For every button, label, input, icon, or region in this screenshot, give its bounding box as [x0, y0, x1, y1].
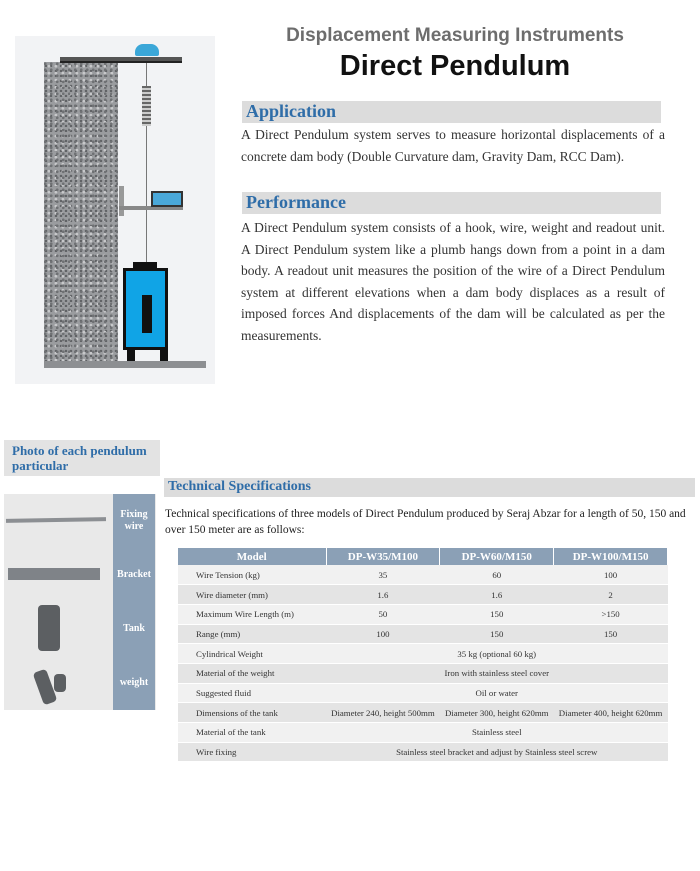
page-subtitle: Displacement Measuring Instruments [286, 25, 624, 46]
photo-heading-bar [4, 440, 160, 476]
cell: Diameter 240, height 500mm [326, 703, 440, 723]
col-model: Model [178, 548, 326, 565]
cell: >150 [554, 604, 668, 624]
photo-heading: Photo of each pendulum particular [12, 443, 147, 473]
spec-heading-bar [164, 478, 695, 497]
row-label: Wire Tension (kg) [178, 565, 326, 585]
table-row [178, 604, 668, 624]
spec-intro: Technical specifications of three models of Direct Pendulum produced by Seraj Abzar for a length of 50, 150 and over 150 meter are as follows: [165, 508, 686, 536]
hook-icon [135, 44, 159, 56]
cell: 60 [440, 565, 554, 585]
cell: 1.6 [440, 585, 554, 605]
merged-cell: 35 kg (optional 60 kg) [326, 644, 668, 664]
table-row [178, 565, 668, 585]
photo-label-weight: weight [113, 656, 155, 710]
cell: Diameter 400, height 620mm [554, 703, 668, 723]
table-row [178, 663, 668, 683]
cell: 50 [326, 604, 440, 624]
cell: 150 [440, 624, 554, 644]
merged-cell: Stainless steel [326, 723, 668, 743]
row-label: Wire diameter (mm) [178, 585, 326, 605]
weight-in-tank [142, 295, 152, 333]
cell: 35 [326, 565, 440, 585]
spec-heading: Technical Specifications [168, 479, 311, 494]
application-heading: Application [246, 101, 337, 121]
row-label: Maximum Wire Length (m) [178, 604, 326, 624]
floor [44, 361, 206, 368]
row-label: Cylindrical Weight [178, 644, 326, 664]
table-row [178, 624, 668, 644]
pendulum-tank [123, 268, 168, 350]
tank-leg [160, 349, 168, 361]
cell: 100 [554, 565, 668, 585]
tank-image [38, 605, 60, 651]
row-label: Suggested fluid [178, 683, 326, 703]
pendulum-diagram [15, 36, 215, 384]
cell: 100 [326, 624, 440, 644]
bracket-post [119, 186, 124, 216]
cell: Diameter 300, height 620mm [440, 703, 554, 723]
dam-wall [44, 62, 118, 362]
performance-heading-bar [242, 192, 661, 214]
col-model-3: DP-W100/M150 [554, 548, 668, 565]
cell: 2 [554, 585, 668, 605]
application-heading-bar [242, 101, 661, 123]
cell: 150 [440, 604, 554, 624]
table-row [178, 644, 668, 664]
photo-label-fixing-wire: Fixing wire [113, 494, 155, 548]
spec-header-row [178, 548, 668, 565]
photo-label-bracket: Bracket [113, 548, 155, 602]
row-label: Wire fixing [178, 742, 326, 762]
col-model-2: DP-W60/M150 [440, 548, 554, 565]
row-label: Range (mm) [178, 624, 326, 644]
merged-cell: Oil or water [326, 683, 668, 703]
weight-small-image [54, 674, 66, 692]
photo-label-tank: Tank [113, 602, 155, 656]
cell: 1.6 [326, 585, 440, 605]
performance-heading: Performance [246, 192, 346, 212]
top-beam [60, 57, 182, 63]
merged-cell: Stainless steel bracket and adjust by Stainless steel screw [326, 742, 668, 762]
row-label: Material of the weight [178, 663, 326, 683]
spec-table [178, 548, 668, 762]
application-text: A Direct Pendulum system serves to measure horizontal displacements of a concrete dam body (Double Curvature dam, Gravity Dam, RCC Dam). [241, 127, 665, 164]
wire-spring [142, 86, 151, 126]
readout-unit [151, 191, 183, 207]
table-row [178, 703, 668, 723]
performance-text: A Direct Pendulum system consists of a hook, wire, weight and readout unit. A Direct Pendulum system like a plumb hangs down from a point in a dam body. A readout unit measures the position of the wire of a Direct Pendulum system at different elevations when a dam body displaces as a result of imposed forces And displacements of the dam will be calculated as per the measurements. [241, 220, 665, 343]
table-row [178, 723, 668, 743]
col-model-1: DP-W35/M100 [326, 548, 440, 565]
row-label: Material of the tank [178, 723, 326, 743]
row-label: Dimensions of the tank [178, 703, 326, 723]
bracket-image [8, 568, 100, 580]
cell: 150 [554, 624, 668, 644]
tank-leg [127, 349, 135, 361]
fixing-wire-image [6, 517, 106, 523]
table-row [178, 742, 668, 762]
page-title: Direct Pendulum [339, 50, 571, 82]
table-row [178, 683, 668, 703]
table-row [178, 585, 668, 605]
merged-cell: Iron with stainless steel cover [326, 663, 668, 683]
